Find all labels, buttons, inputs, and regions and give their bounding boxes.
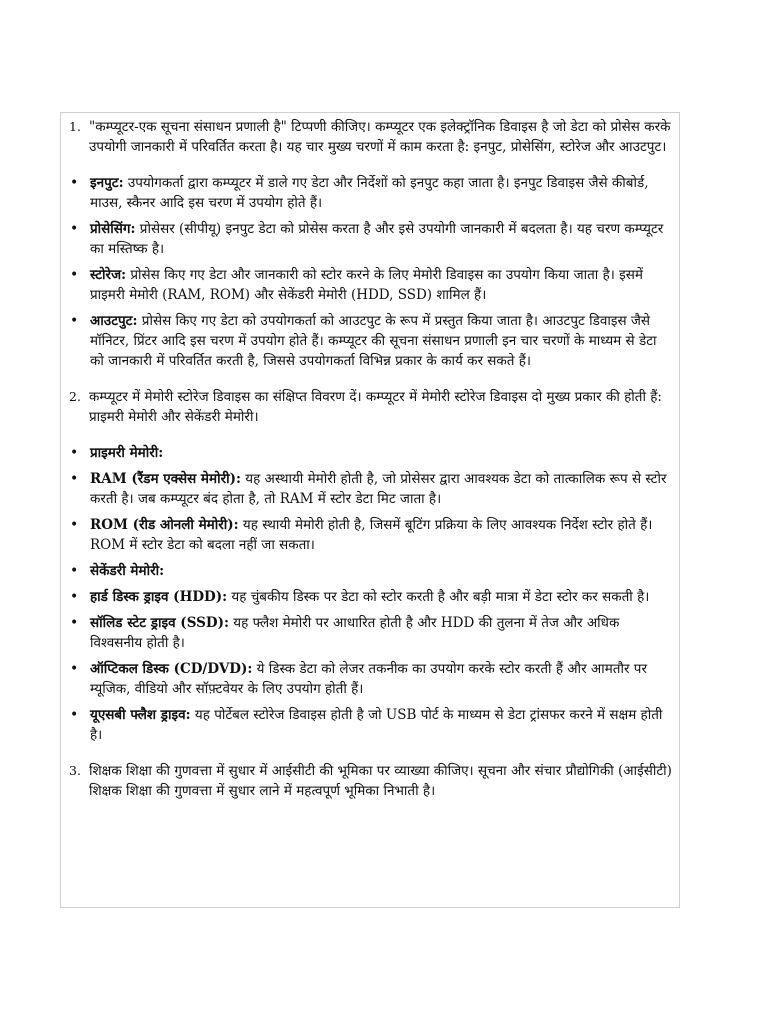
item-number: 3. — [69, 763, 81, 778]
bullet-item-rom — [69, 515, 673, 555]
bullet-item-storage — [69, 265, 673, 305]
bullet-icon: • — [70, 445, 79, 461]
numbered-item-2 — [69, 387, 673, 427]
bullet-icon: • — [70, 517, 79, 533]
bullet-text: ये डिस्क डेटा को लेजर तकनीक का उपयोग करके स्टोर करती हैं और आमतौर पर म्यूजिक, वीडियो और सॉफ़्टवेयर के लिए उपयोग होती हैं। — [90, 661, 647, 697]
item-number: 2. — [69, 389, 81, 404]
bullet-label: सॉलिड स्टेट ड्राइव (SSD): — [90, 615, 229, 631]
item-text: शिक्षक शिक्षा की गुणवत्ता में सुधार में आईसीटी की भूमिका पर व्याख्या कीजिए। सूचना और संचार प्रौद्योगिकी (आईसीटी) शिक्षक शिक्षा की गुणवत्ता में सुधार लाने में महत्वपूर्ण भूमिका निभाती है। — [89, 763, 672, 799]
bullet-label: हार्ड डिस्क ड्राइव (HDD): — [90, 589, 228, 605]
bullet-icon: • — [70, 589, 79, 605]
bullet-text: प्रोसेस किए गए डेटा को उपयोगकर्ता को आउटपुट के रूप में प्रस्तुत किया जाता है। आउटपुट डिवाइस जैसे मॉनिटर, प्रिंटर आदि इस चरण में उपयोग होते हैं। कम्प्यूटर की सूचना संसाधन प्रणाली इन चार चरणों के माध्यम से डेटा को जानकारी में परिवर्तित करती है, जिससे उपयोगकर्ता विभिन्न प्रकार के कार्य कर सकते हैं। — [90, 313, 657, 369]
bullet-text: यह चुंबकीय डिस्क पर डेटा को स्टोर करती है और बड़ी मात्रा में डेटा स्टोर कर सकती है। — [227, 589, 650, 605]
bullet-icon: • — [70, 313, 79, 329]
bullet-label: इनपुट: — [90, 175, 124, 191]
bullet-label: प्राइमरी मेमोरी: — [90, 445, 164, 461]
document-content — [69, 117, 673, 817]
bullet-label: ऑप्टिकल डिस्क (CD/DVD): — [90, 661, 253, 677]
numbered-item-1 — [69, 117, 673, 157]
bullet-text: उपयोगकर्ता द्वारा कम्प्यूटर में डाले गए डेटा और निर्देशों को इनपुट कहा जाता है। इनपुट डिवाइस जैसे कीबोर्ड, माउस, स्कैनर आदि इस चरण में उपयोग होते हैं। — [90, 175, 649, 211]
bullet-label: RAM (रैंडम एक्सेस मेमोरी): — [90, 471, 241, 487]
bullet-label: स्टोरेज: — [90, 267, 127, 283]
bullet-text: प्रोसेसर (सीपीयू) इनपुट डेटा को प्रोसेस करता है और इसे उपयोगी जानकारी में बदलता है। यह चरण कम्प्यूटर का मस्तिष्क है। — [90, 221, 664, 257]
bullet-text: प्रोसेस किए गए डेटा और जानकारी को स्टोर करने के लिए मेमोरी डिवाइस का उपयोग किया जाता है। इसमें प्राइमरी मेमोरी (RAM, ROM) और सेकेंडरी मेमोरी (HDD, SSD) शामिल हैं। — [90, 267, 643, 303]
bullet-item-ram — [69, 469, 673, 509]
bullet-icon: • — [70, 221, 79, 237]
bullet-text: यह पोर्टेबल स्टोरेज डिवाइस होती है जो USB पोर्ट के माध्यम से डेटा ट्रांसफर करने में सक्षम होती है। — [90, 707, 663, 743]
bullet-icon: • — [70, 175, 79, 191]
bullet-text: यह स्थायी मेमोरी होती है, जिसमें बूटिंग प्रक्रिया के लिए आवश्यक निर्देश स्टोर होते हैं। ROM में स्टोर डेटा को बदला नहीं जा सकता। — [90, 517, 653, 553]
bullet-label: प्रोसेसिंग: — [90, 221, 136, 237]
bullet-item-primary-memory — [69, 443, 673, 463]
bullet-label: यूएसबी फ्लैश ड्राइव: — [90, 707, 191, 723]
bullet-text: यह अस्थायी मेमोरी होती है, जो प्रोसेसर द्वारा आवश्यक डेटा को तात्कालिक रूप से स्टोर करती है। जब कम्प्यूटर बंद होता है, तो RAM में स्टोर डेटा मिट जाता है। — [90, 471, 667, 507]
numbered-item-3 — [69, 761, 673, 801]
bullet-icon: • — [70, 615, 79, 631]
bullet-item-output — [69, 311, 673, 371]
bullet-icon: • — [70, 661, 79, 677]
bullet-label: सेकेंडरी मेमोरी: — [90, 563, 165, 579]
item-text: "कम्प्यूटर-एक सूचना संसाधन प्रणाली है" टिप्पणी कीजिए। कम्प्यूटर एक इलेक्ट्रॉनिक डिवाइस है जो डेटा को प्रोसेस करके उपयोगी जानकारी में परिवर्तित करता है। यह चार मुख्य चरणों में काम करता है: इनपुट, प्रोसेसिंग, स्टोरेज और आउटपुट। — [89, 119, 671, 155]
bullet-item-optical-disk — [69, 659, 673, 699]
bullet-item-processing — [69, 219, 673, 259]
bullet-item-ssd — [69, 613, 673, 653]
bullet-icon: • — [70, 707, 79, 723]
bullet-text: यह फ्लैश मेमोरी पर आधारित होती है और HDD की तुलना में तेज और अधिक विश्वसनीय होती है। — [90, 615, 620, 651]
bullet-item-hdd — [69, 587, 673, 607]
bullet-icon: • — [70, 267, 79, 283]
bullet-icon: • — [70, 471, 79, 487]
bullet-item-input — [69, 173, 673, 213]
bullet-label: ROM (रीड ओनली मेमोरी): — [90, 517, 239, 533]
item-number: 1. — [69, 119, 81, 134]
bullet-item-usb-drive — [69, 705, 673, 745]
bullet-label: आउटपुट: — [90, 313, 138, 329]
item-text: कम्प्यूटर में मेमोरी स्टोरेज डिवाइस का संक्षिप्त विवरण दें। कम्प्यूटर में मेमोरी स्टोरेज डिवाइस दो मुख्य प्रकार की होती हैं: प्राइमरी मेमोरी और सेकेंडरी मेमोरी। — [89, 389, 662, 425]
bullet-item-secondary-memory — [69, 561, 673, 581]
bullet-icon: • — [70, 563, 79, 579]
document-page — [60, 112, 680, 908]
